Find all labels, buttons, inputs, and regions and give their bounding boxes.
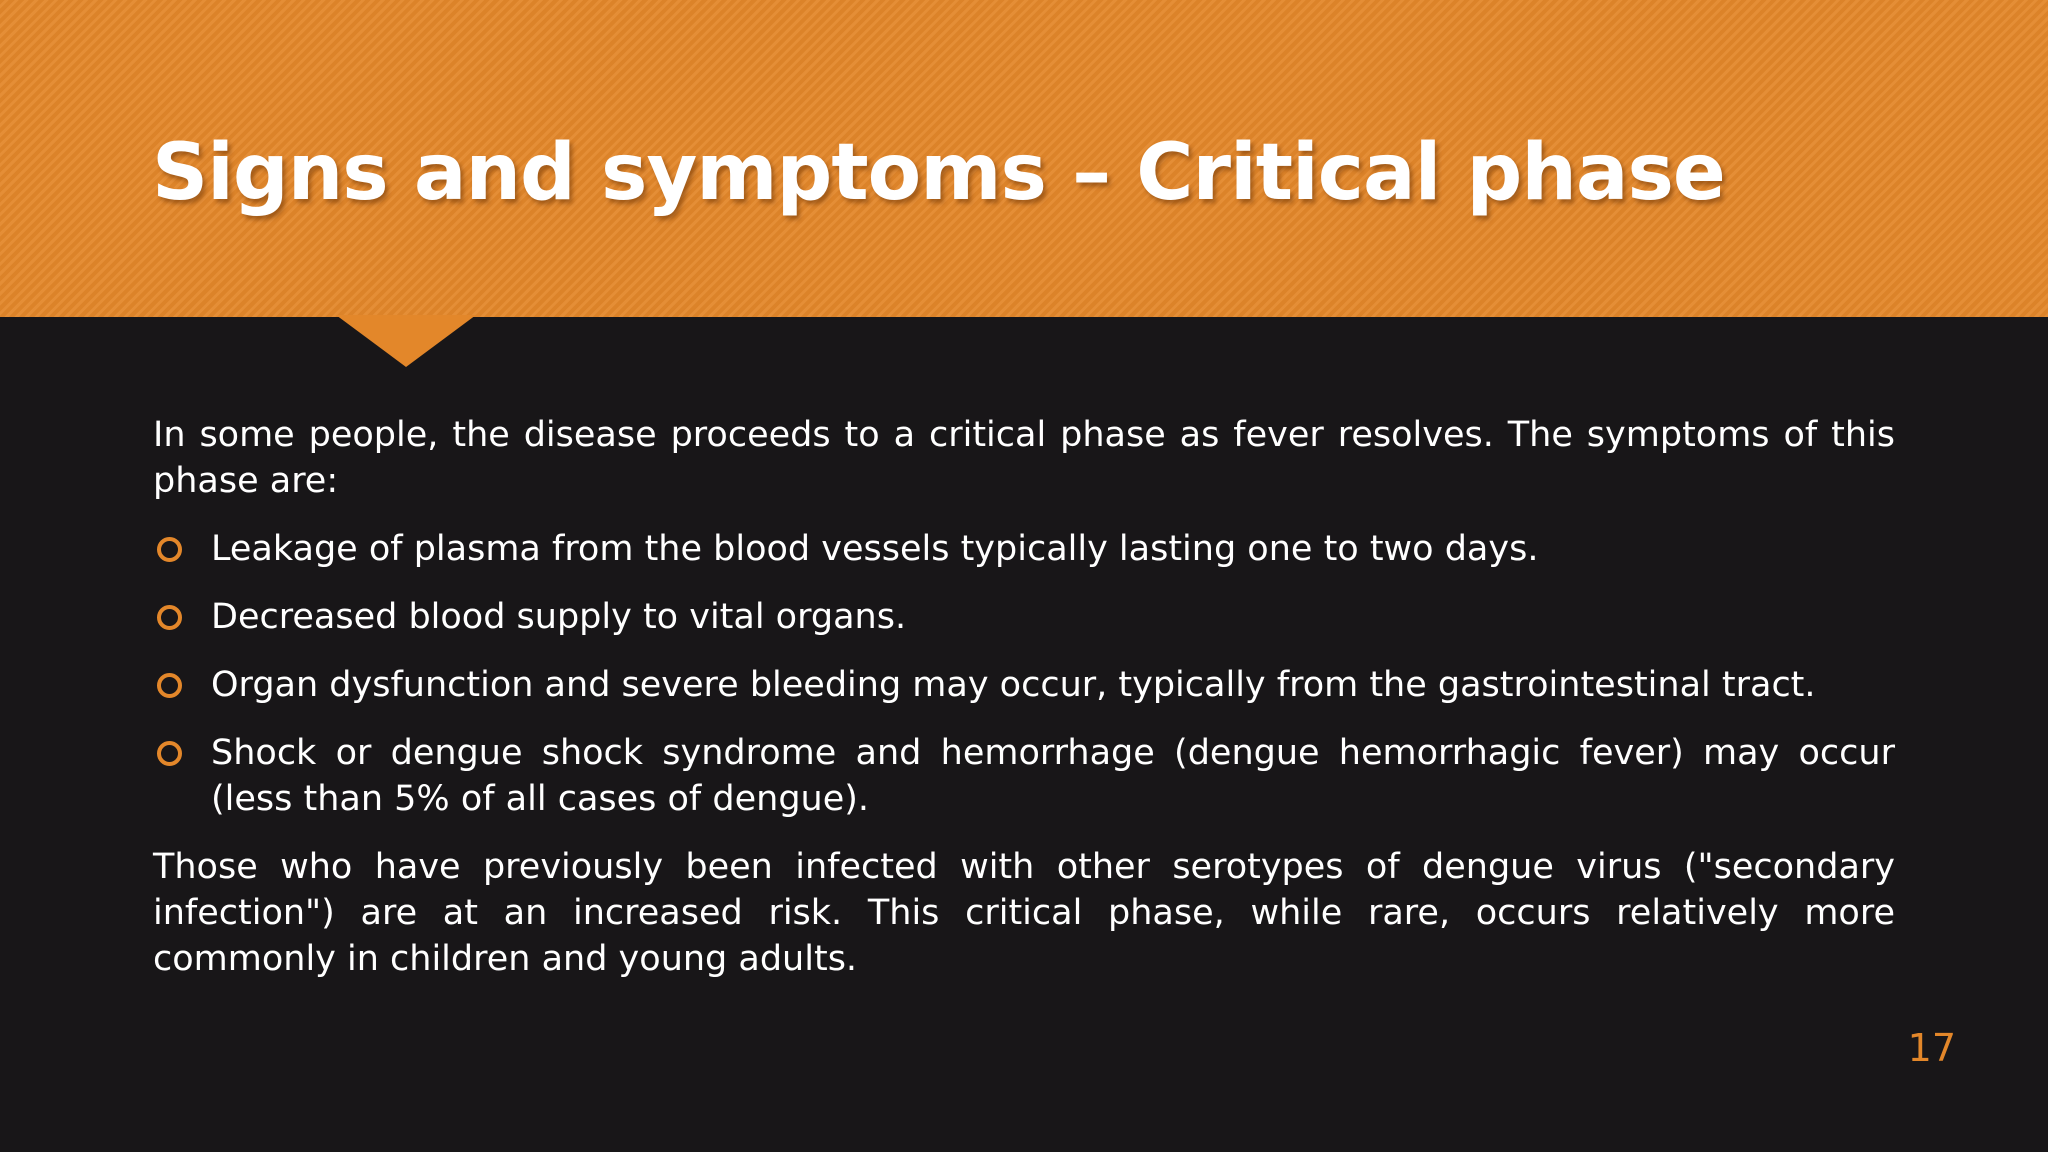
outro-paragraph: Those who have previously been infected with other serotypes of dengue virus ("secondary infection") are at an increased risk. This critical phase, while rare, occurs relatively more commonly in children and young adults. — [153, 847, 1895, 979]
bullet-item — [153, 662, 1895, 708]
title-banner — [0, 0, 2048, 317]
bullet-item — [153, 730, 1895, 822]
slide-body — [153, 412, 1895, 1004]
hollow-circle-bullet-icon — [157, 673, 182, 698]
hollow-circle-bullet-icon — [157, 537, 182, 562]
bullet-list — [153, 526, 1895, 822]
bullet-text: Shock or dengue shock syndrome and hemorrhage (dengue hemorrhagic fever) may occur (less than 5% of all cases of dengue). — [211, 733, 1895, 819]
intro-paragraph: In some people, the disease proceeds to a critical phase as fever resolves. The symptoms of this phase are: — [153, 415, 1895, 501]
slide-title: Signs and symptoms – Critical phase — [152, 128, 1725, 218]
bullet-text: Leakage of plasma from the blood vessels typically lasting one to two days. — [211, 529, 1539, 569]
bullet-text: Organ dysfunction and severe bleeding may occur, typically from the gastrointestinal tract. — [211, 665, 1816, 705]
bullet-item — [153, 526, 1895, 572]
bullet-item — [153, 594, 1895, 640]
page-number: 17 — [1907, 1026, 1956, 1070]
hollow-circle-bullet-icon — [157, 741, 182, 766]
bullet-text: Decreased blood supply to vital organs. — [211, 597, 907, 637]
title-banner-pointer — [336, 315, 476, 367]
hollow-circle-bullet-icon — [157, 605, 182, 630]
